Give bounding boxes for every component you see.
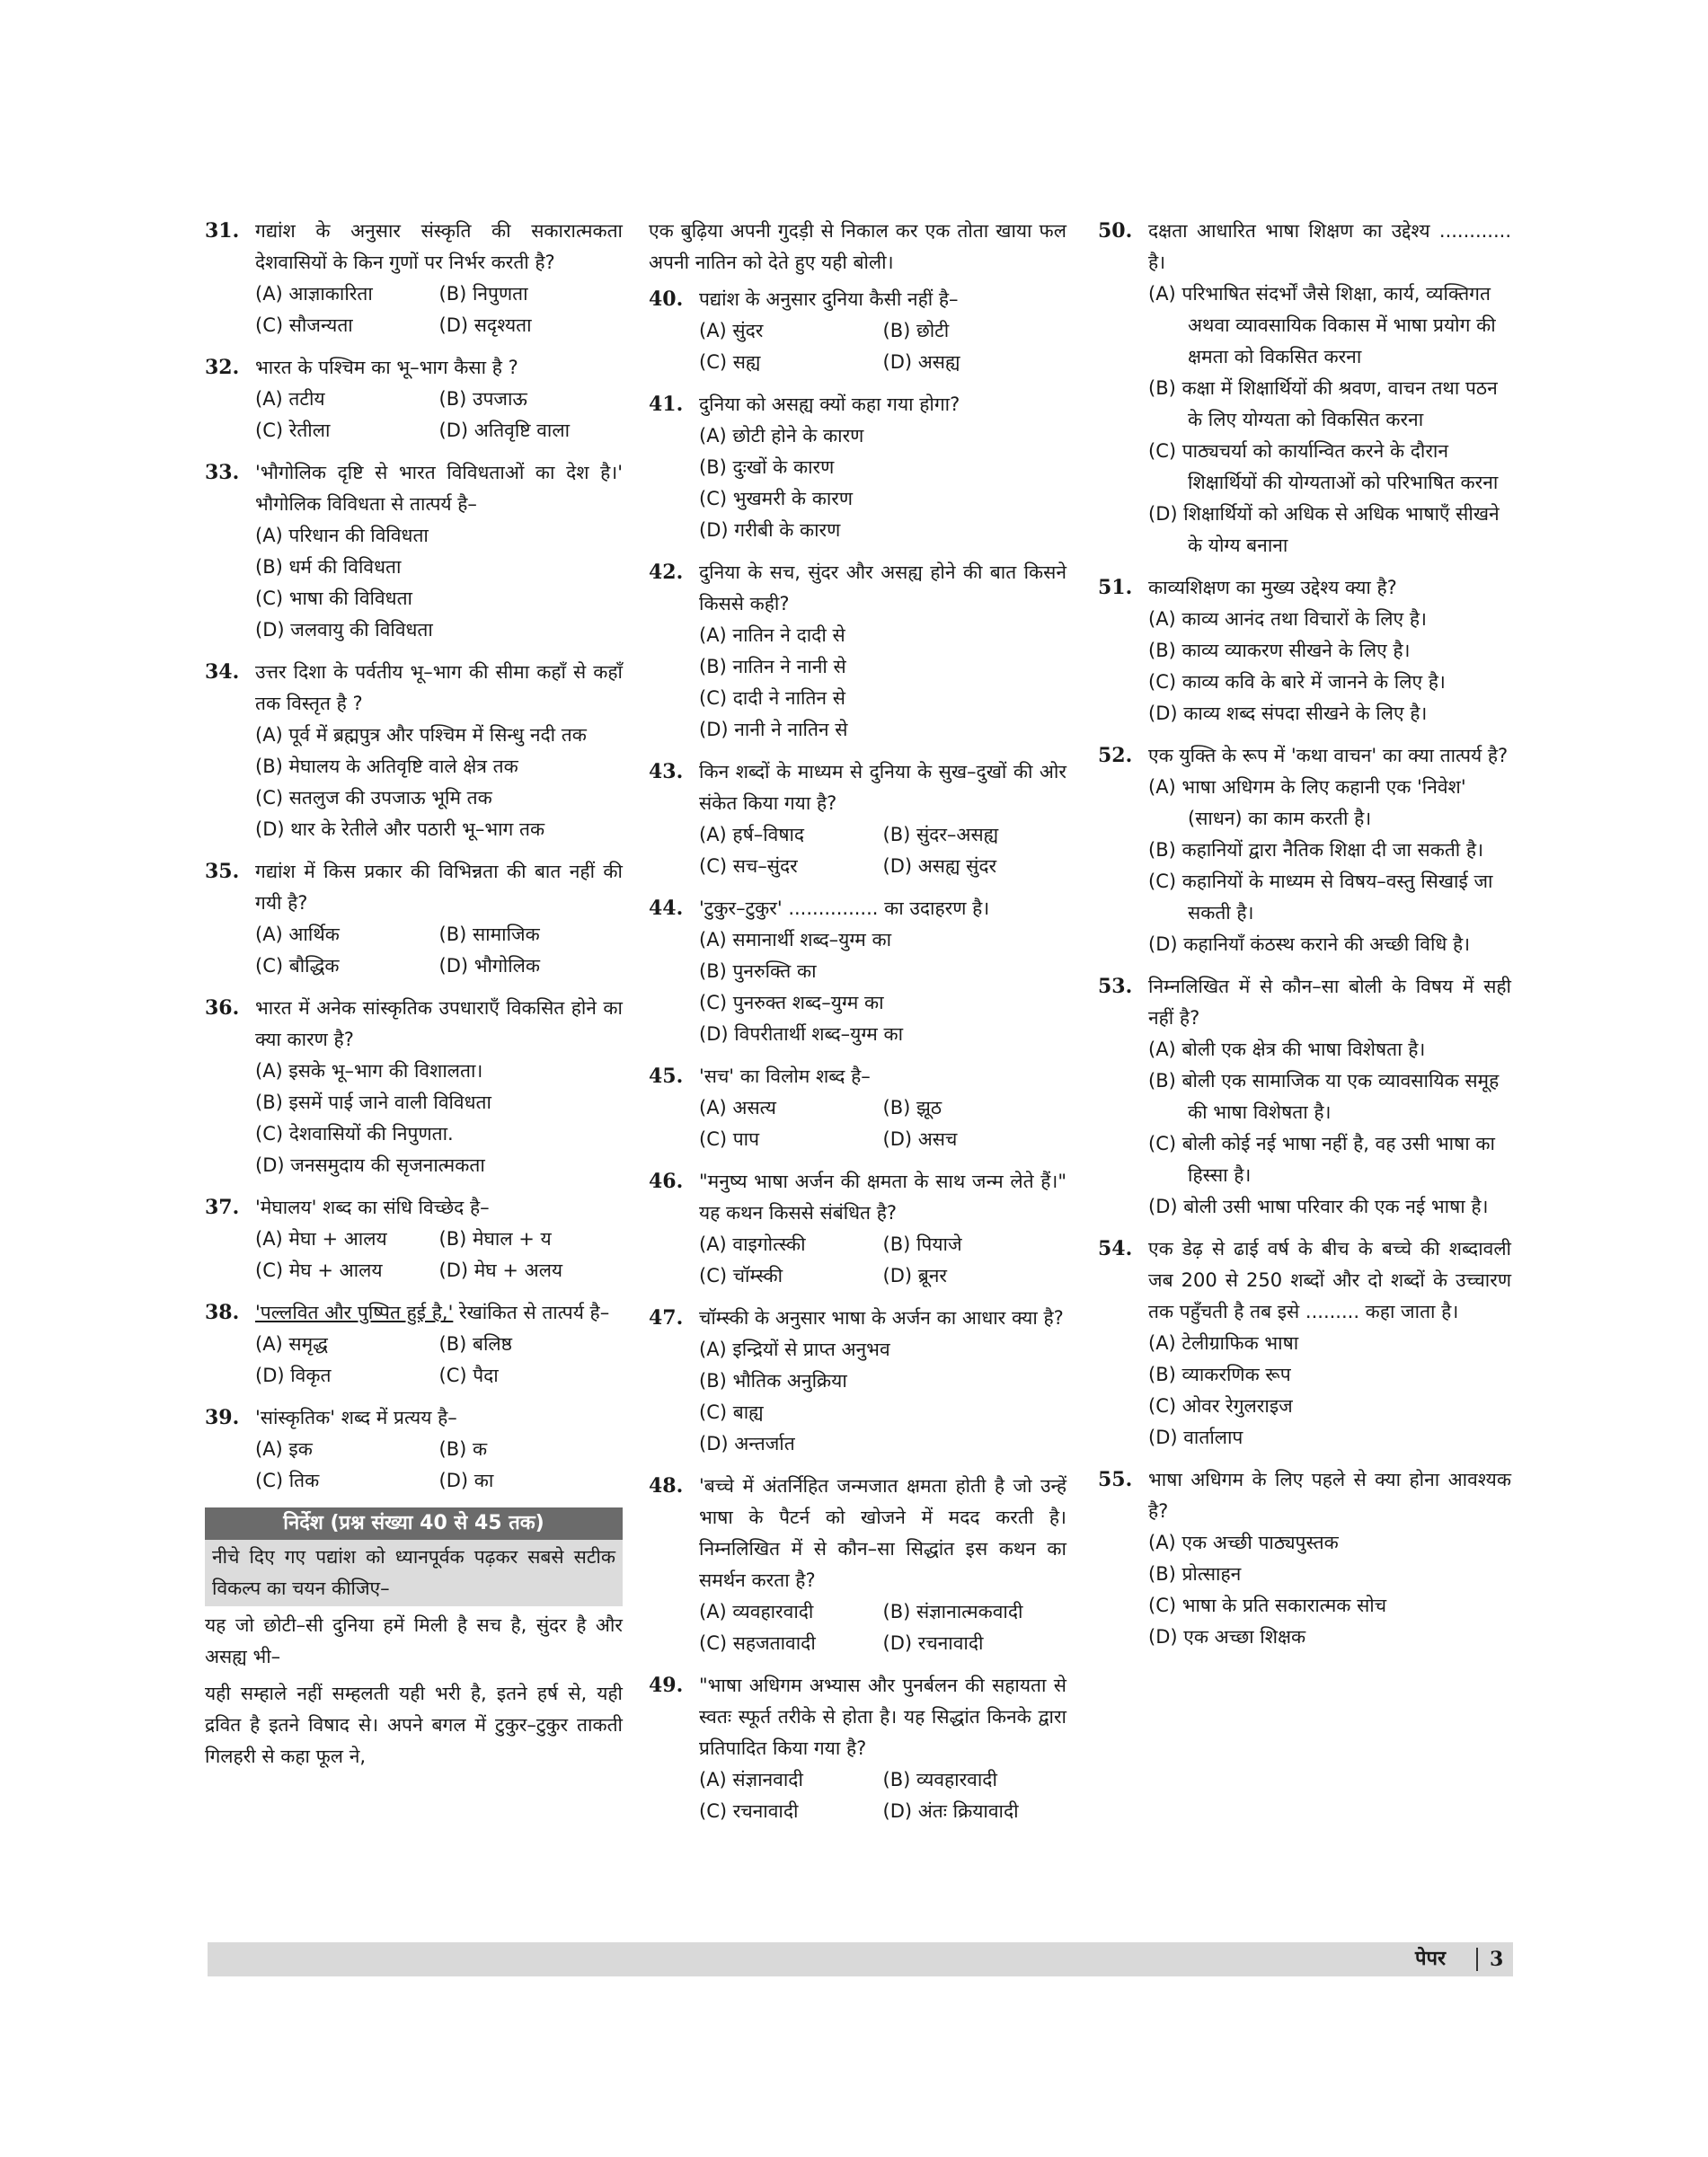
question-number: 34. (205, 660, 240, 684)
option-d: (D) बोली उसी भाषा परिवार की एक नई भाषा है। (1148, 1196, 1489, 1217)
passage-line-2: यही सम्हाले नहीं सम्हलती यही भरी है, इतने हर्ष से, यही द्रवित है इतने विषाद से। अपने बगल में टुकुर–टुकुर ताकती गिलहरी से कहा फूल ने, (205, 1683, 623, 1767)
options (255, 384, 623, 446)
directions-heading: निर्देश (प्रश्न संख्या 40 से 45 तक) (205, 1507, 623, 1540)
options (699, 620, 1066, 746)
options (699, 1596, 1066, 1659)
option-a: (A) समानार्थी शब्द–युग्म का (699, 929, 892, 950)
options (1148, 278, 1511, 561)
option-d: (D) अन्तर्जात (699, 1433, 795, 1454)
question-text: पद्यांश के अनुसार दुनिया कैसी नहीं है– (699, 288, 959, 310)
question-31 (205, 216, 623, 341)
question-text: दुनिया को असह्य क्यों कहा गया होगा? (699, 393, 960, 415)
question-number: 54. (1098, 1237, 1133, 1260)
option-b: (B) प्रोत्साहन (1148, 1563, 1242, 1585)
option-a: (A) आर्थिक (255, 924, 340, 945)
options (255, 1056, 623, 1181)
options (255, 720, 623, 845)
question-text: 'मेघालय' शब्द का संधि विच्छेद है– (255, 1197, 490, 1218)
question-40 (649, 284, 1066, 378)
question-text: "भाषा अधिगम अभ्यास और पुनर्बलन की सहायता से स्वतः स्फूर्त तरीके से होता है। यह सिद्धांत किनके द्वारा प्रतिपादित किया गया है? (699, 1675, 1066, 1759)
question-38 (205, 1297, 623, 1392)
options (255, 1329, 623, 1392)
underlined-phrase: 'पल्लवित और पुष्पित हुई है,' (255, 1302, 454, 1323)
question-number: 37. (205, 1196, 240, 1219)
question-49 (649, 1670, 1066, 1827)
passage-line-1: यह जो छोटी–सी दुनिया हमें मिली है सच है, सुंदर है और असह्य भी– (205, 1614, 623, 1667)
question-text: एक युक्ति के रूप में 'कथा वाचन' का क्या तात्पर्य है? (1148, 745, 1509, 766)
option-a: (A) तटीय (255, 388, 325, 410)
question-text: गद्यांश में किस प्रकार की विभिन्नता की बात नहीं की गयी है? (255, 861, 623, 914)
question-39 (205, 1402, 623, 1497)
option-b: (B) पुनरुक्ति का (699, 960, 817, 982)
option-c: (C) सतलुज की उपजाऊ भूमि तक (255, 787, 492, 809)
option-d: (D) विपरीतार्थी शब्द–युग्म का (699, 1023, 904, 1045)
question-37 (205, 1192, 623, 1286)
option-d: (D) शिक्षार्थियों को अधिक से अधिक भाषाएँ सीखने के योग्य बनाना (1148, 503, 1500, 556)
option-d: (D) भौगोलिक (438, 955, 541, 977)
question-number: 42. (649, 561, 684, 584)
question-text: भाषा अधिगम के लिए पहले से क्या होना आवश्यक है? (1148, 1469, 1511, 1522)
option-c: (C) दादी ने नातिन से (699, 687, 845, 709)
option-d: (D) काव्य शब्द संपदा सीखने के लिए है। (1148, 703, 1428, 724)
option-c: (C) पुनरुक्त शब्द–युग्म का (699, 992, 884, 1013)
option-b: (B) भौतिक अनुक्रिया (699, 1370, 847, 1392)
option-b: (B) बलिष्ठ (438, 1333, 513, 1355)
column-2 (649, 216, 1066, 1838)
option-b: (B) नातिन ने नानी से (699, 656, 846, 677)
question-text: दुनिया के सच, सुंदर और असह्य होने की बात किसने किससे कही? (699, 561, 1066, 614)
options (255, 1434, 623, 1497)
option-b: (B) सामाजिक (438, 924, 540, 945)
option-a: (A) आज्ञाकारिता (255, 283, 373, 305)
column-3 (1098, 216, 1511, 1664)
option-a: (A) असत्य (699, 1097, 776, 1118)
option-c: (C) कहानियों के माध्यम से विषय–वस्तु सिखाई जा सकती है। (1148, 871, 1493, 924)
option-a: (A) इसके भू–भाग की विशालता। (255, 1060, 483, 1082)
options (699, 819, 1066, 882)
options (1148, 1527, 1511, 1653)
page-footer-bar (208, 1942, 1513, 1976)
options (699, 924, 1066, 1050)
options (699, 315, 1066, 378)
question-33 (205, 457, 623, 646)
option-b: (B) व्यवहारवादी (882, 1769, 997, 1790)
option-d: (D) नानी ने नातिन से (699, 719, 848, 740)
options (699, 1229, 1066, 1292)
option-b: (B) दुःखों के कारण (699, 456, 835, 478)
option-c: (C) पाप (699, 1128, 760, 1150)
option-b: (B) पियाजे (882, 1233, 962, 1255)
option-a: (A) परिभाषित संदर्भों जैसे शिक्षा, कार्य, व्यक्तिगत अथवा व्यावसायिक विकास में भाषा प्रयोग की क्षमता को विकसित करना (1148, 283, 1496, 367)
option-c: (C) चॉम्स्की (699, 1265, 783, 1286)
question-42 (649, 557, 1066, 746)
option-c: (C) भुखमरी के कारण (699, 488, 854, 509)
option-d: (D) गरीबी के कारण (699, 519, 841, 541)
option-d: (D) अंतः क्रियावादी (882, 1800, 1019, 1822)
option-d: (D) सदृश्यता (438, 314, 532, 336)
option-c: (C) सह्य (699, 351, 761, 373)
option-c: (C) भाषा की विविधता (255, 588, 412, 609)
question-text: दक्षता आधारित भाषा शिक्षण का उद्देश्य ............ है। (1148, 220, 1511, 273)
option-d: (D) का (438, 1470, 494, 1491)
question-number: 46. (649, 1170, 684, 1193)
option-c: (C) बोली कोई नई भाषा नहीं है, वह उसी भाषा का हिस्सा है। (1148, 1133, 1495, 1186)
option-b: (B) व्याकरणिक रूप (1148, 1364, 1291, 1385)
question-53 (1098, 971, 1511, 1223)
option-b: (B) सुंदर–असह्य (882, 824, 999, 845)
question-text: भारत के पश्चिम का भू–भाग कैसा है ? (255, 357, 518, 378)
option-c: (C) भाषा के प्रति सकारात्मक सोच (1148, 1595, 1387, 1616)
option-a: (A) नातिन ने दादी से (699, 624, 845, 646)
option-d: (D) अतिवृष्टि वाला (438, 420, 571, 441)
question-text: 'बच्चे में अंतर्निहित जन्मजात क्षमता होती है जो उन्हें भाषा के पैटर्न को खोजने में मदद करती है। निम्नलिखित में से कौन–सा सिद्धांत इस कथन का समर्थन करता है? (699, 1475, 1066, 1591)
question-number: 44. (649, 897, 684, 920)
question-number: 38. (205, 1301, 240, 1324)
question-number: 35. (205, 860, 240, 883)
option-b: (B) छोटी (882, 320, 950, 341)
option-d: (D) असह्य सुंदर (882, 855, 997, 877)
option-d: (D) थार के रेतीले और पठारी भू–भाग तक (255, 818, 545, 840)
question-number: 31. (205, 219, 240, 243)
option-c: (C) बौद्धिक (255, 955, 340, 977)
question-number: 36. (205, 996, 240, 1020)
question-text: भारत में अनेक सांस्कृतिक उपधाराएँ विकसित होने का क्या कारण है? (255, 997, 623, 1050)
options (699, 1334, 1066, 1460)
option-a: (A) बोली एक क्षेत्र की भाषा विशेषता है। (1148, 1039, 1426, 1060)
options (699, 1764, 1066, 1827)
option-a: (A) संज्ञानवादी (699, 1769, 803, 1790)
column-1 (205, 216, 623, 1778)
question-text: एक डेढ़ से ढाई वर्ष के बीच के बच्चे की शब्दावली जब 200 से 250 शब्दों और दो शब्दों के उच्चारण तक पहुँचती है तब इसे ......... कहा जाता है। (1148, 1238, 1511, 1322)
question-52 (1098, 740, 1511, 960)
question-44 (649, 893, 1066, 1050)
question-50 (1098, 216, 1511, 561)
question-number: 47. (649, 1306, 684, 1330)
option-b: (B) धर्म की विविधता (255, 556, 402, 578)
option-d: (D) मेघ + अलय (438, 1260, 563, 1281)
option-b: (B) बोली एक सामाजिक या एक व्यावसायिक समूह की भाषा विशेषता है। (1148, 1070, 1500, 1123)
question-46 (649, 1166, 1066, 1292)
option-b: (B) कहानियों द्वारा नैतिक शिक्षा दी जा सकती है। (1148, 839, 1484, 861)
question-number: 53. (1098, 975, 1133, 998)
question-text: चॉम्स्की के अनुसार भाषा के अर्जन का आधार क्या है? (699, 1307, 1064, 1329)
question-number: 33. (205, 461, 240, 484)
option-c: (C) ओवर रेगुलराइज (1148, 1395, 1293, 1417)
question-number: 55. (1098, 1468, 1133, 1491)
question-text: काव्यशिक्षण का मुख्य उद्देश्य क्या है? (1148, 577, 1397, 598)
question-text: गद्यांश के अनुसार संस्कृति की सकारात्मकता देशवासियों के किन गुणों पर निर्भर करती है? (255, 220, 623, 273)
option-a: (A) भाषा अधिगम के लिए कहानी एक 'निवेश' (साधन) का काम करती है। (1148, 776, 1466, 829)
options (1148, 772, 1511, 960)
option-c: (C) सौजन्यता (255, 314, 353, 336)
option-a: (A) परिधान की विविधता (255, 525, 429, 546)
question-text (255, 1297, 623, 1329)
option-d: (D) विकृत (255, 1365, 332, 1386)
question-45 (649, 1061, 1066, 1155)
option-c: (C) सच–सुंदर (699, 855, 798, 877)
question-text-rest: रेखांकित से तात्पर्य है– (453, 1302, 610, 1323)
question-text: किन शब्दों के माध्यम से दुनिया के सुख–दुखों की ओर संकेत किया गया है? (699, 761, 1066, 814)
options (255, 278, 623, 341)
option-b: (B) इसमें पाई जाने वाली विविधता (255, 1092, 491, 1113)
option-b: (B) उपजाऊ (438, 388, 527, 410)
option-d: (D) जनसमुदाय की सृजनात्मकता (255, 1154, 485, 1176)
option-b: (B) क (438, 1438, 488, 1460)
question-number: 48. (649, 1474, 684, 1498)
option-c: (C) पाठ्यचर्या को कार्यान्वित करने के दौरान शिक्षार्थियों की योग्यताओं को परिभाषित करना (1148, 440, 1499, 493)
option-b: (B) मेघालय के अतिवृष्टि वाले क्षेत्र तक (255, 756, 518, 777)
footer-divider (1476, 1948, 1478, 1971)
question-text: 'सच' का विलोम शब्द है– (699, 1065, 871, 1087)
options (1148, 1034, 1511, 1223)
question-55 (1098, 1464, 1511, 1653)
option-b: (B) कक्षा में शिक्षार्थियों की श्रवण, वाचन तथा पठन के लिए योग्यता को विकसित करना (1148, 377, 1498, 430)
option-c: (C) पैदा (438, 1365, 499, 1386)
question-number: 32. (205, 356, 240, 379)
option-a: (A) इक (255, 1438, 313, 1460)
option-b: (B) मेघाल + य (438, 1228, 552, 1250)
options (255, 919, 623, 982)
question-number: 51. (1098, 576, 1133, 599)
question-36 (205, 993, 623, 1181)
options (255, 1224, 623, 1286)
question-text: 'भौगोलिक दृष्टि से भारत विविधताओं का देश है।' भौगोलिक विविधता से तात्पर्य है– (255, 462, 623, 515)
question-number: 39. (205, 1406, 240, 1429)
option-a: (A) व्यवहारवादी (699, 1601, 814, 1622)
option-d: (D) कहानियाँ कंठस्थ कराने की अच्छी विधि है। (1148, 933, 1471, 955)
question-text: 'सांस्कृतिक' शब्द में प्रत्यय है– (255, 1407, 457, 1428)
footer-label: पेपर (1415, 1948, 1446, 1970)
option-a: (A) सुंदर (699, 320, 764, 341)
question-number: 52. (1098, 744, 1133, 767)
option-a: (A) छोटी होने के कारण (699, 425, 864, 446)
options (1148, 1328, 1511, 1454)
option-c: (C) रेतीला (255, 420, 331, 441)
option-a: (A) हर्ष–विषाद (699, 824, 805, 845)
option-c: (C) सहजतावादी (699, 1632, 816, 1654)
question-number: 49. (649, 1674, 684, 1697)
option-c: (C) रचनावादी (699, 1800, 799, 1822)
option-d: (D) एक अच्छा शिक्षक (1148, 1626, 1306, 1648)
question-number: 40. (649, 287, 684, 311)
options (1148, 604, 1511, 729)
question-text: उत्तर दिशा के पर्वतीय भू–भाग की सीमा कहाँ से कहाँ तक विस्तृत है ? (255, 661, 623, 714)
option-c: (C) मेघ + आलय (255, 1260, 383, 1281)
question-48 (649, 1471, 1066, 1659)
option-a: (A) काव्य आनंद तथा विचारों के लिए है। (1148, 608, 1427, 630)
option-b: (B) काव्य व्याकरण सीखने के लिए है। (1148, 640, 1411, 661)
question-47 (649, 1303, 1066, 1460)
question-34 (205, 657, 623, 845)
directions-body: नीचे दिए गए पद्यांश को ध्यानपूर्वक पढ़कर सबसे सटीक विकल्प का चयन कीजिए– (205, 1540, 623, 1606)
option-b: (B) निपुणता (438, 283, 528, 305)
question-51 (1098, 572, 1511, 729)
passage-line-3: एक बुढ़िया अपनी गुदड़ी से निकाल कर एक तोता खाया फल अपनी नातिन को देते हुए यही बोली। (649, 220, 1066, 273)
question-text: 'टुकुर–टुकुर' ............... का उदाहरण है। (699, 897, 990, 919)
option-b: (B) संज्ञानात्मकवादी (882, 1601, 1023, 1622)
option-a: (A) एक अच्छी पाठ्यपुस्तक (1148, 1532, 1339, 1553)
question-number: 43. (649, 760, 684, 783)
option-a: (A) पूर्व में ब्रह्मपुत्र और पश्चिम में सिन्धु नदी तक (255, 724, 587, 746)
question-43 (649, 756, 1066, 882)
option-a: (A) समृद्ध (255, 1333, 328, 1355)
question-number: 50. (1098, 219, 1133, 243)
question-32 (205, 352, 623, 446)
option-d: (D) असह्य (882, 351, 960, 373)
option-c: (C) काव्य कवि के बारे में जानने के लिए है। (1148, 671, 1446, 693)
options (255, 520, 623, 646)
option-a: (A) टेलीग्राफिक भाषा (1148, 1332, 1299, 1354)
page-number: 3 (1490, 1948, 1504, 1971)
question-number: 45. (649, 1065, 684, 1088)
option-c: (C) देशवासियों की निपुणता. (255, 1123, 454, 1145)
option-d: (D) रचनावादी (882, 1632, 984, 1654)
option-d: (D) ब्रूनर (882, 1265, 947, 1286)
question-35 (205, 856, 623, 982)
option-a: (A) वाइगोत्स्की (699, 1233, 806, 1255)
option-d: (D) जलवायु की विविधता (255, 619, 433, 641)
option-a: (A) मेघा + आलय (255, 1228, 387, 1250)
question-54 (1098, 1233, 1511, 1454)
question-41 (649, 389, 1066, 546)
options (699, 420, 1066, 546)
option-d: (D) असच (882, 1128, 958, 1150)
option-d: (D) वार्तालाप (1148, 1427, 1243, 1448)
question-text: "मनुष्य भाषा अर्जन की क्षमता के साथ जन्म लेते हैं।" यह कथन किससे संबंधित है? (699, 1171, 1066, 1224)
option-a: (A) इन्द्रियों से प्राप्त अनुभव (699, 1339, 890, 1360)
question-number: 41. (649, 393, 684, 416)
option-c: (C) तिक (255, 1470, 320, 1491)
option-c: (C) बाह्य (699, 1401, 764, 1423)
option-b: (B) झूठ (882, 1097, 942, 1118)
options (699, 1092, 1066, 1155)
question-text: निम्नलिखित में से कौन–सा बोली के विषय में सही नहीं है? (1148, 976, 1511, 1029)
